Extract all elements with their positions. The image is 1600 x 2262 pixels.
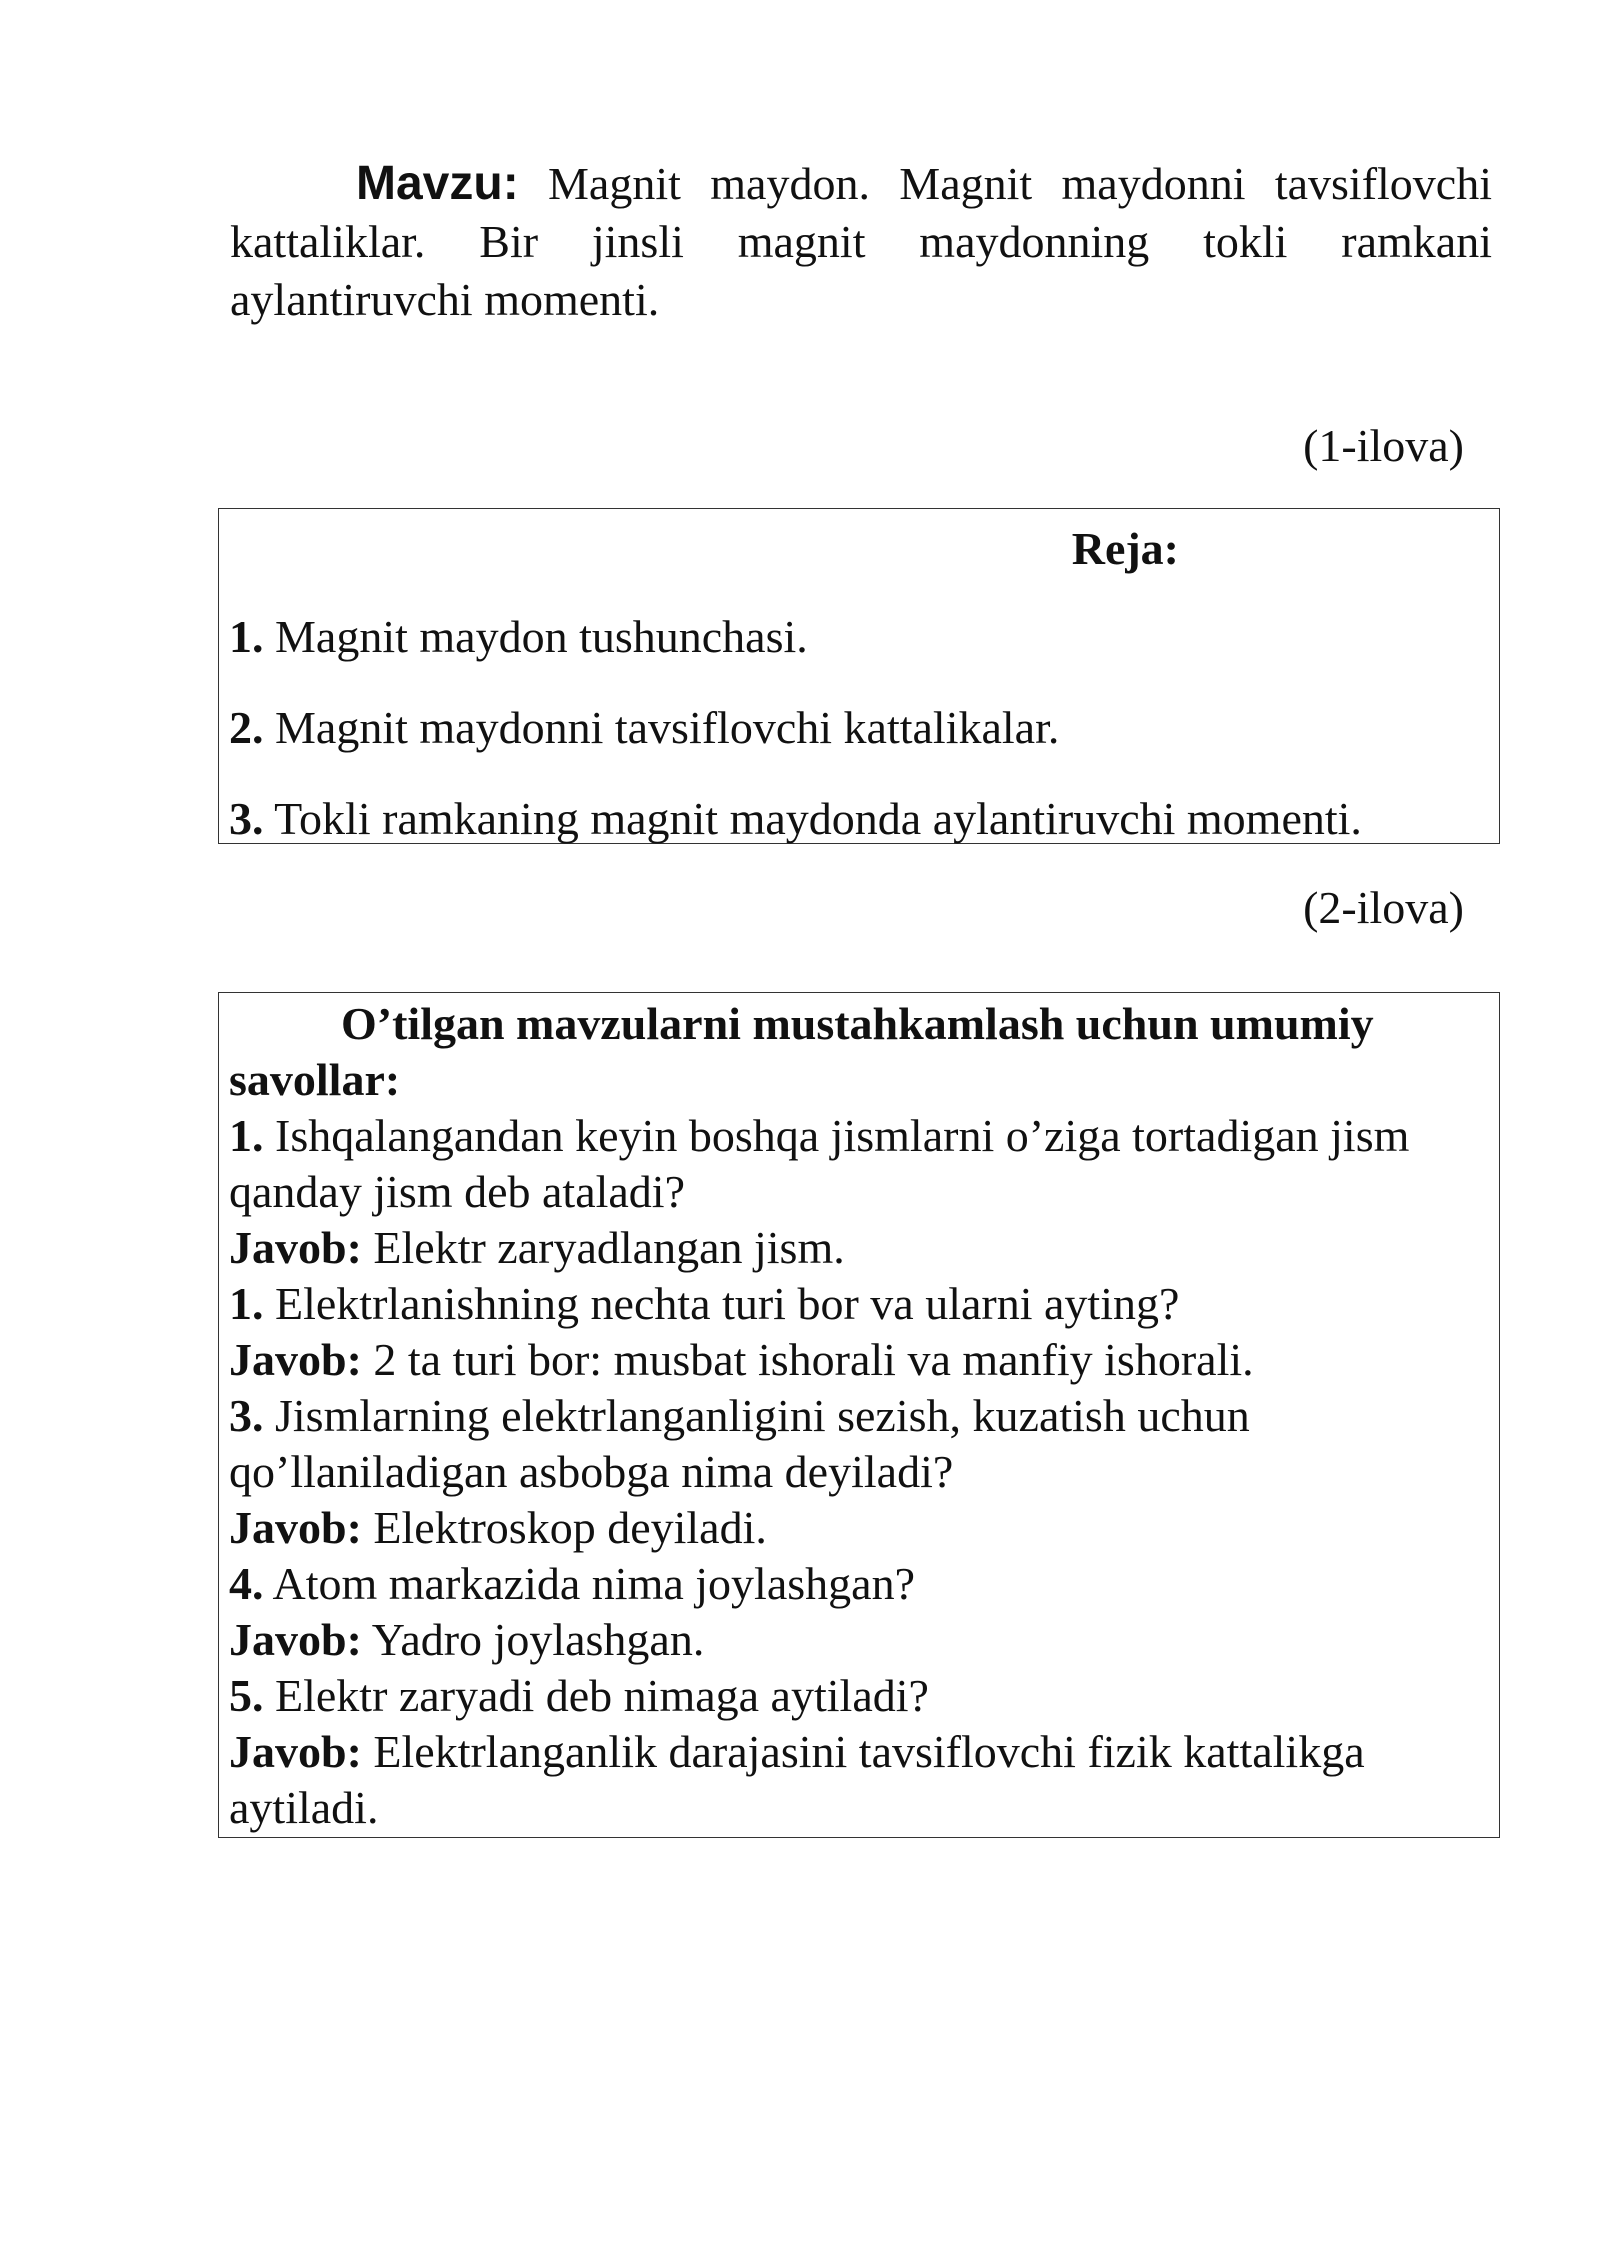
plan-list	[229, 607, 1491, 880]
plan-item-number: 1.	[229, 611, 264, 662]
answer-text: 2 ta turi bor: musbat ishorali va manfiy ishorali.	[373, 1334, 1254, 1385]
plan-title: Reja:	[1071, 523, 1179, 574]
plan-item	[229, 789, 1491, 880]
answer	[229, 1332, 1491, 1388]
question-text: Ishqalangandan keyin boshqa jismlarni o’ziga tortadigan jism qanday jism deb ataladi?	[229, 1110, 1410, 1217]
question-number: 3.	[229, 1390, 264, 1441]
topic-text: Magnit maydon. Magnit maydonni tavsiflovchi kattaliklar. Bir jinsli magnit maydonning tokli ramkani aylantiruvchi momenti.	[230, 158, 1493, 325]
question	[229, 1276, 1491, 1332]
answer-label: Javob:	[229, 1614, 362, 1665]
answer-text: Elektr zaryadlangan jism.	[373, 1222, 845, 1273]
plan-box	[218, 508, 1500, 844]
review-content	[229, 996, 1491, 1836]
annex-1-label: (1-ilova)	[1303, 420, 1464, 471]
review-questions-box	[218, 992, 1500, 1838]
question	[229, 1668, 1491, 1724]
plan-item-text: Magnit maydonni tavsiflovchi kattalikalar.	[275, 702, 1060, 753]
question	[229, 1388, 1491, 1500]
answer	[229, 1724, 1491, 1836]
answer	[229, 1220, 1491, 1276]
plan-item	[229, 607, 1491, 698]
answer-text: Yadro joylashgan.	[371, 1614, 705, 1665]
plan-item-number: 2.	[229, 702, 264, 753]
question-text: Atom markazida nima joylashgan?	[272, 1558, 915, 1609]
answer-label: Javob:	[229, 1502, 362, 1553]
question-number: 1.	[229, 1110, 264, 1161]
question-text: Elektr zaryadi deb nimaga aytiladi?	[275, 1670, 929, 1721]
question-text: Elektrlanishning nechta turi bor va ularni ayting?	[275, 1278, 1180, 1329]
answer-text: Elektrlanganlik darajasini tavsiflovchi fizik kattalikga aytiladi.	[229, 1726, 1365, 1833]
question-number: 5.	[229, 1670, 264, 1721]
plan-item-text: Magnit maydon tushunchasi.	[275, 611, 808, 662]
question-text: Jismlarning elektrlanganligini sezish, kuzatish uchun qo’llaniladigan asbobga nima deyiladi?	[229, 1390, 1250, 1497]
answer	[229, 1612, 1491, 1668]
question	[229, 1108, 1491, 1220]
answer	[229, 1500, 1491, 1556]
answer-label: Javob:	[229, 1222, 362, 1273]
question-number: 1.	[229, 1278, 264, 1329]
topic-paragraph	[230, 155, 1492, 329]
topic-label: Mavzu:	[356, 157, 519, 210]
plan-item-text: Tokli ramkaning magnit maydonda aylantiruvchi momenti.	[274, 793, 1362, 844]
question	[229, 1556, 1491, 1612]
question-number: 4.	[229, 1558, 264, 1609]
plan-item	[229, 698, 1491, 789]
answer-label: Javob:	[229, 1726, 362, 1777]
answer-text: Elektroskop deyiladi.	[373, 1502, 767, 1553]
review-title: O’tilgan mavzularni mustahkamlash uchun umumiy savollar:	[229, 998, 1374, 1105]
plan-item-number: 3.	[229, 793, 264, 844]
answer-label: Javob:	[229, 1334, 362, 1385]
annex-2-label: (2-ilova)	[1303, 882, 1464, 933]
